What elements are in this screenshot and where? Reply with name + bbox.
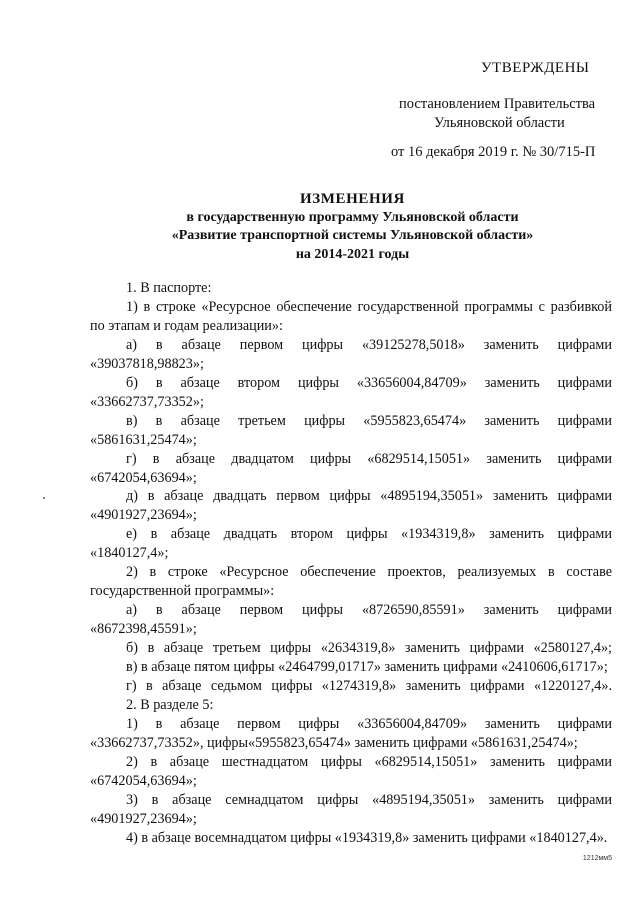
paragraph-item: г) в абзаце седьмом цифры «1274319,8» заменить цифрами «1220127,4». bbox=[126, 678, 612, 695]
paragraph-section-5: 2. В разделе 5: bbox=[126, 696, 214, 713]
approval-line-2: Ульяновской области bbox=[434, 115, 565, 131]
paragraph-item: 1) в строке «Ресурсное обеспечение государственной программы с разбивкой по этапам и годам реализации»: bbox=[90, 298, 612, 334]
paragraph-item: б) в абзаце третьем цифры «2634319,8» заменить цифрами «2580127,4»; bbox=[126, 640, 612, 657]
heading-title: ИЗМЕНЕНИЯ bbox=[300, 191, 405, 207]
paragraph-item: 3) в абзаце семнадцатом цифры «4895194,35051» заменить цифрами «4901927,23694»; bbox=[90, 791, 612, 827]
paragraph-item: 1) в абзаце первом цифры «33656004,84709» заменить цифрами «33662737,73352», цифры«5955823,65474» заменить цифрами «5861631,25474»; bbox=[90, 715, 612, 751]
document-body bbox=[90, 279, 612, 848]
scan-speck bbox=[43, 497, 45, 499]
paragraph-item: д) в абзаце двадцать первом цифры «4895194,35051» заменить цифрами «4901927,23694»; bbox=[90, 488, 612, 524]
paragraph-passport: 1. В паспорте: bbox=[126, 280, 212, 296]
paragraph-item: а) в абзаце первом цифры «8726590,85591» заменить цифрами «8672398,45591»; bbox=[90, 602, 612, 638]
approval-line-1: постановлением Правительства bbox=[399, 96, 596, 112]
paragraph-item: в) в абзаце пятом цифры «2464799,01717» заменить цифрами «2410606,61717»; bbox=[126, 659, 608, 676]
paragraph-item: 4) в абзаце восемнадцатом цифры «1934319,8» заменить цифрами «1840127,4». bbox=[126, 829, 608, 846]
paragraph-item: а) в абзаце первом цифры «39125278,5018» заменить цифрами «39037818,98823»; bbox=[90, 336, 612, 372]
footer-code: 1212мм5 bbox=[582, 855, 612, 862]
approval-title: УТВЕРЖДЕНЫ bbox=[481, 60, 590, 76]
approval-date: от 16 декабря 2019 г. № 30/715-П bbox=[391, 144, 596, 160]
paragraph-item: е) в абзаце двадцать втором цифры «1934319,8» заменить цифрами «1840127,4»; bbox=[90, 526, 612, 562]
paragraph-item: в) в абзаце третьем цифры «5955823,65474» заменить цифрами «5861631,25474»; bbox=[90, 412, 612, 448]
paragraph-item: б) в абзаце втором цифры «33656004,84709» заменить цифрами «33662737,73352»; bbox=[90, 374, 612, 410]
paragraph-item: 2) в абзаце шестнадцатом цифры «6829514,15051» заменить цифрами «6742054,63694»; bbox=[90, 753, 612, 789]
paragraph-item: г) в абзаце двадцатом цифры «6829514,15051» заменить цифрами «6742054,63694»; bbox=[90, 450, 612, 486]
heading-line-2: «Развитие транспортной системы Ульяновской области» bbox=[171, 228, 534, 243]
document-heading bbox=[90, 190, 615, 264]
heading-line-1: в государственную программу Ульяновской области bbox=[186, 209, 519, 225]
paragraph-item: 2) в строке «Ресурсное обеспечение проектов, реализуемых в составе государственной программы»: bbox=[90, 564, 612, 600]
heading-line-3: на 2014-2021 годы bbox=[295, 246, 410, 262]
